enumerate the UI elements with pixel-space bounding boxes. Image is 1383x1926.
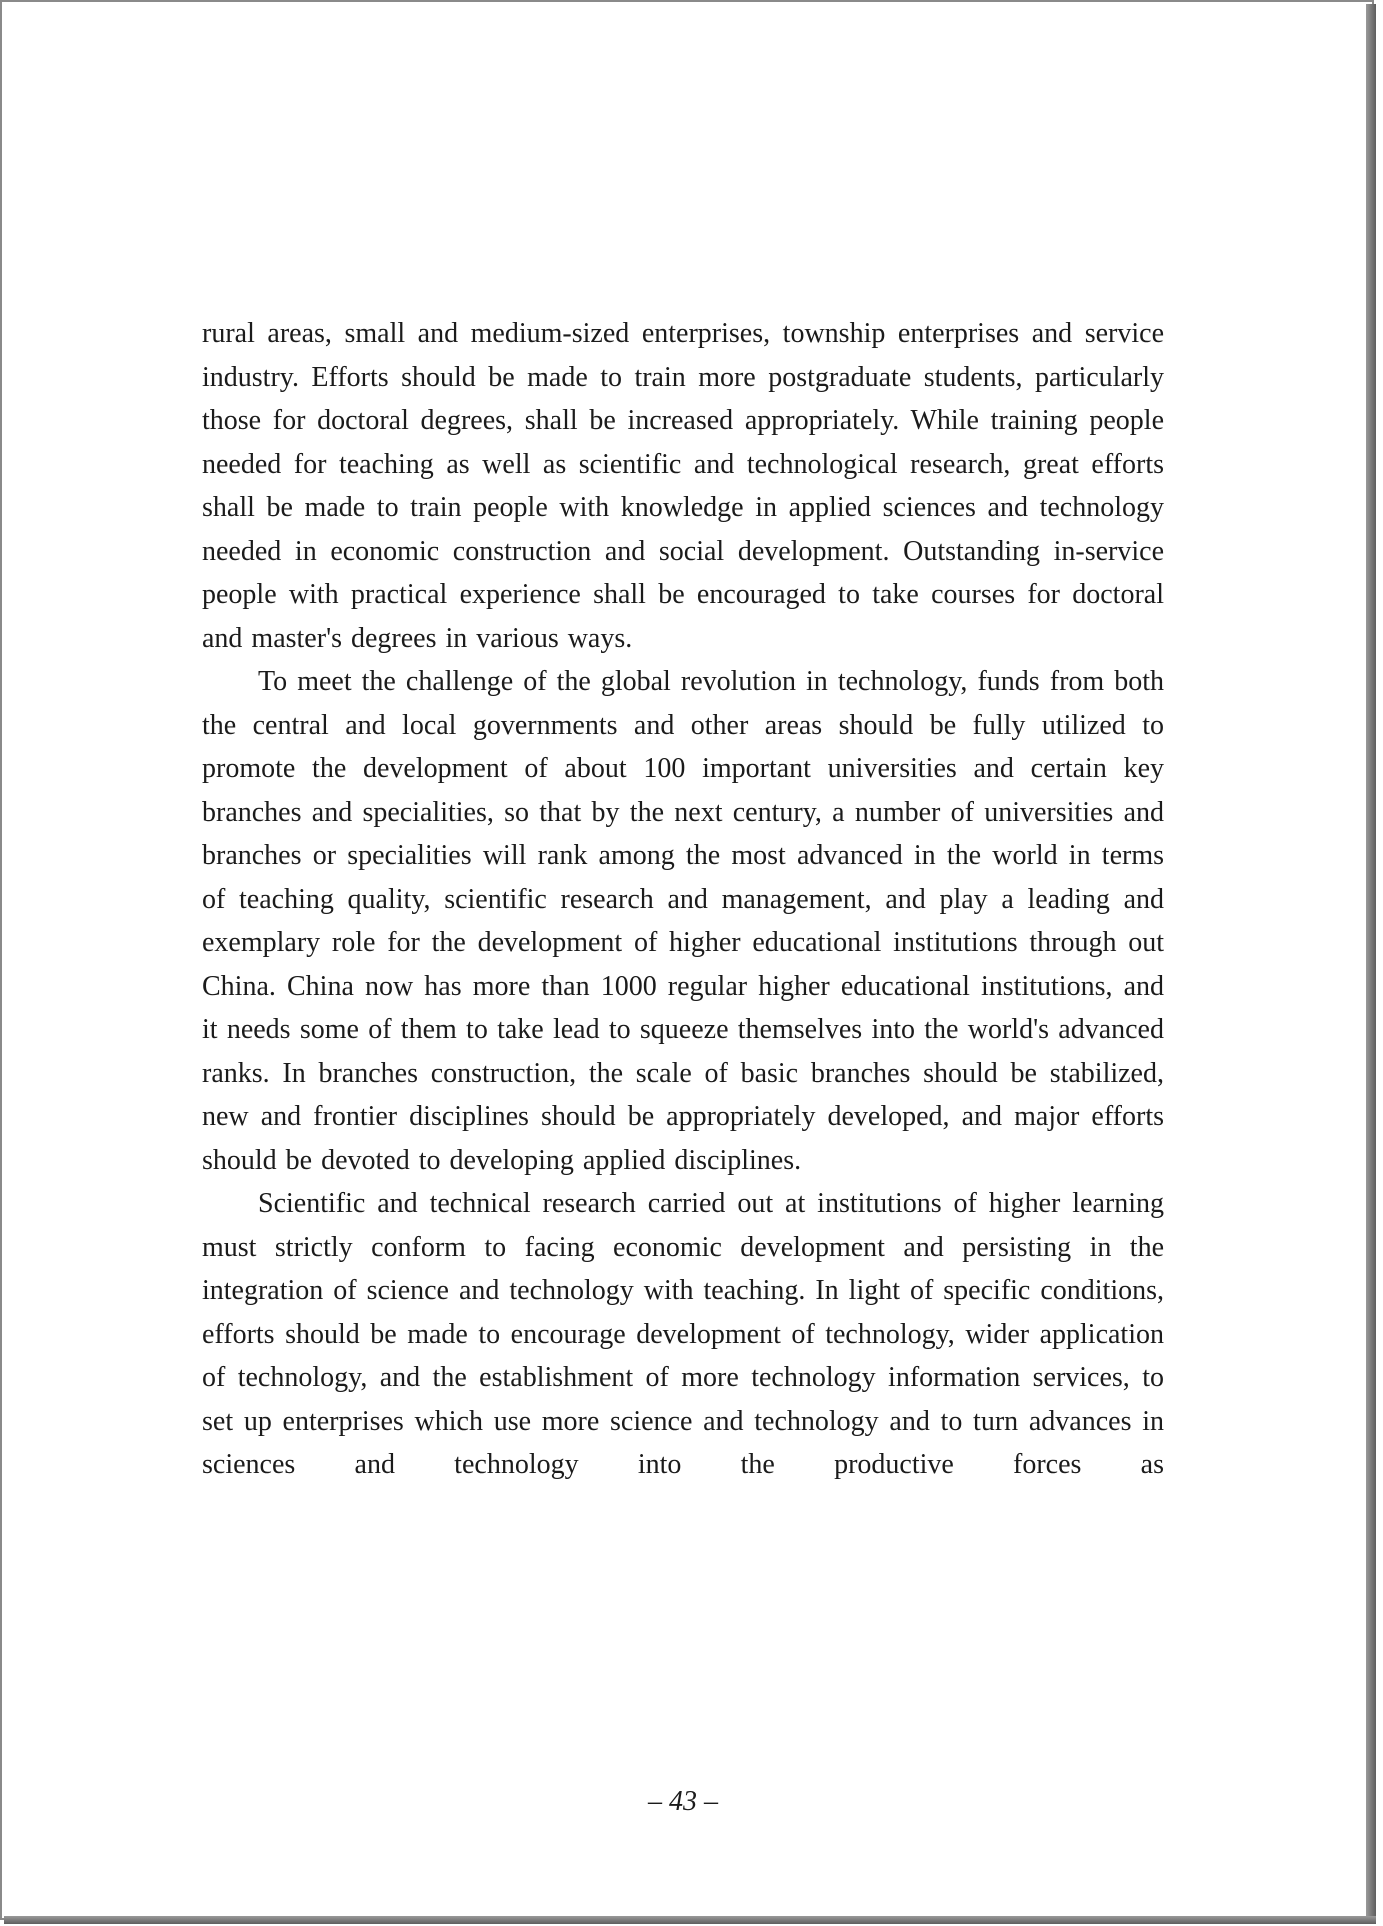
paragraph-1: rural areas, small and medium-sized enterprises, township enterprises and service industry. Efforts should be made to train more postgraduate students, particularly those for doctoral degrees, shall be increased appropriately. While training people needed for teaching as well as scientific and technological research, great efforts shall be made to train people with knowledge in applied sciences and technology needed in economic construction and social development. Outstanding in-service people with practical experience shall be encouraged to take courses for doctoral and master's degrees in various ways. [202, 318, 1164, 654]
page-shadow-right [1366, 4, 1376, 1924]
page-number: – 43 – [648, 1786, 718, 1817]
page-shadow-bottom [4, 1916, 1376, 1924]
paragraph-2: To meet the challenge of the global revolution in technology, funds from both the central and local governments and other areas should be fully utilized to promote the development of about 100 important universities and certain key branches and specialities, so that by the next century, a number of universities and branches or specialities will rank among the most advanced in the world in terms of teaching quality, scientific research and management, and play a leading and exemplary role for the development of higher educational institutions through out China. China now has more than 1000 regular higher educational institutions, and it needs some of them to take lead to squeeze themselves into the world's advanced ranks. In branches construction, the scale of basic branches should be stabilized, new and frontier disciplines should be appropriately developed, and major efforts should be devoted to developing applied disciplines. [202, 666, 1164, 1176]
paragraph-3: Scientific and technical research carried out at institutions of higher learning must strictly conform to facing economic development and persisting in the integration of science and technology with teaching. In light of specific conditions, efforts should be made to encourage development of technology, wider application of technology, and the establishment of more technology information services, to set up enterprises which use more science and technology and to turn advances in sciences and technology into the productive forces as [202, 1188, 1164, 1480]
body-text [202, 312, 1164, 1487]
